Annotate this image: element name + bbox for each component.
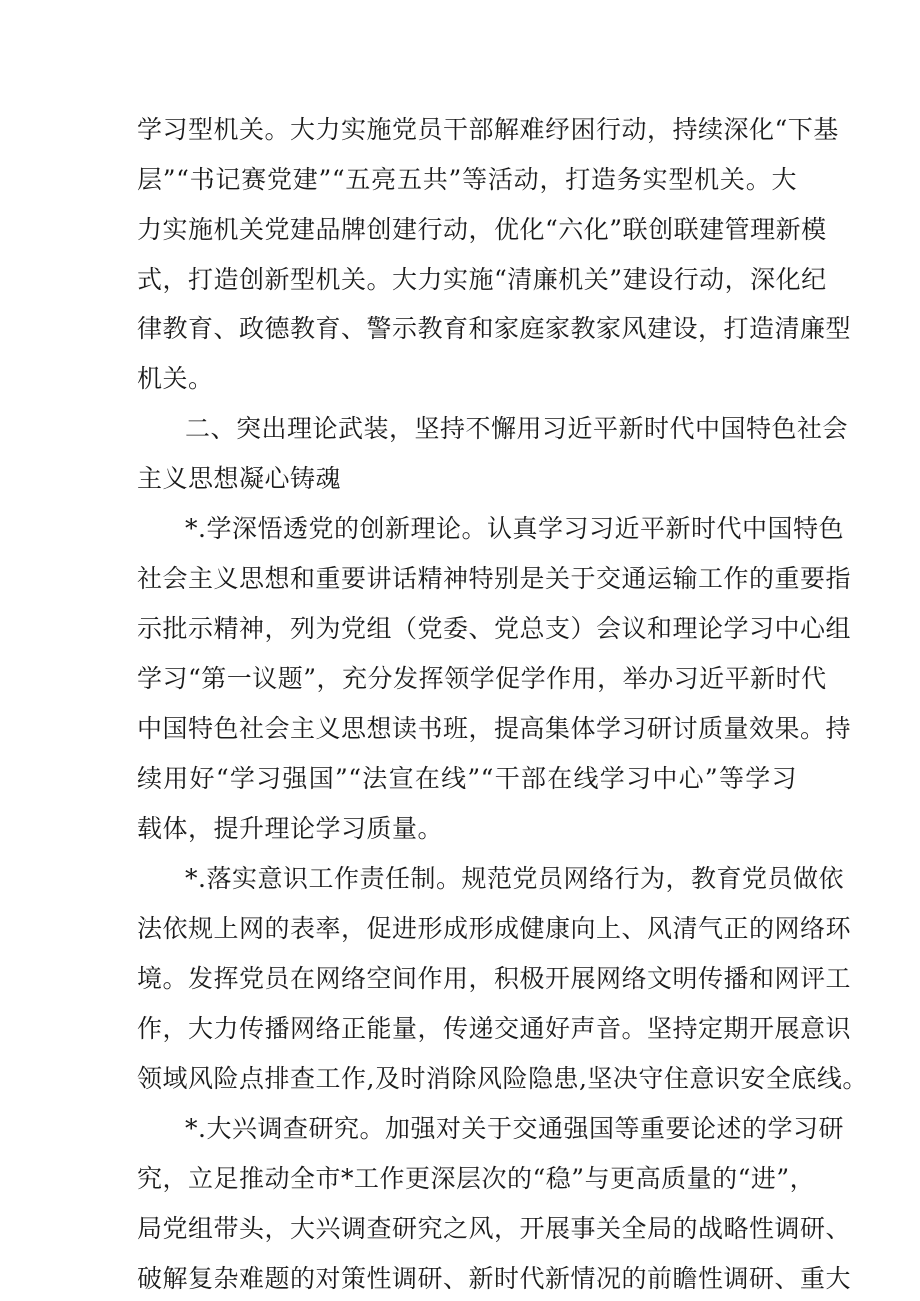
text-line: 法依规上网的表率，促进形成形成健康向上、风清气正的网络环 <box>137 914 852 943</box>
text-line: 机关。 <box>137 364 214 393</box>
text-line: 中国特色社会主义思想读书班，提高集体学习研讨质量效果。持 <box>137 714 852 743</box>
text-line: *.大兴调查研究。加强对关于交通强国等重要论述的学习研 <box>185 1114 844 1143</box>
text-line: 究，立足推动全市*工作更深层次的“稳”与更高质量的“进”， <box>137 1164 816 1193</box>
text-line: 载体，提升理论学习质量。 <box>137 814 444 843</box>
text-line: 示批示精神，列为党组（党委、党总支）会议和理论学习中心组 <box>137 614 852 643</box>
section-heading: 二、突出理论武装，坚持不懈用习近平新时代中国特色社会 <box>185 414 849 443</box>
text-line: *.学深悟透党的创新理论。认真学习习近平新时代中国特色 <box>185 514 844 543</box>
text-line: 社会主义思想和重要讲话精神特别是关于交通运输工作的重要指 <box>137 564 852 593</box>
text-line: 学习型机关。大力实施党员干部解难纾困行动，持续深化“下基 <box>137 115 839 144</box>
text-line: 续用好“学习强国”“法宣在线”“干部在线学习中心”等学习 <box>137 764 797 793</box>
text-line: 境。发挥党员在网络空间作用，积极开展网络文明传播和网评工 <box>137 964 852 993</box>
text-line: 破解复杂难题的对策性调研、新时代新情况的前瞻性调研、重大 <box>137 1264 852 1293</box>
text-line: 力实施机关党建品牌创建行动，优化“六化”联创联建管理新模 <box>137 215 827 244</box>
section-heading: 主义思想凝心铸魂 <box>137 464 342 493</box>
text-line: 学习“第一议题”，充分发挥领学促学作用，举办习近平新时代 <box>137 664 827 693</box>
text-line: 层”“书记赛党建”“五亮五共”等活动，打造务实型机关。大 <box>137 165 797 194</box>
text-line: *.落实意识工作责任制。规范党员网络行为，教育党员做依 <box>185 864 844 893</box>
text-line: 局党组带头，大兴调查研究之风，开展事关全局的战略性调研、 <box>137 1214 852 1243</box>
text-line: 律教育、政德教育、警示教育和家庭家教家风建设，打造清廉型 <box>137 314 852 343</box>
text-line: 领域风险点排查工作,及时消除风险隐患,坚决守住意识安全底线。 <box>137 1064 868 1093</box>
text-line: 式，打造创新型机关。大力实施“清廉机关”建设行动，深化纪 <box>137 265 827 294</box>
text-line: 作，大力传播网络正能量，传递交通好声音。坚持定期开展意识 <box>137 1014 852 1043</box>
